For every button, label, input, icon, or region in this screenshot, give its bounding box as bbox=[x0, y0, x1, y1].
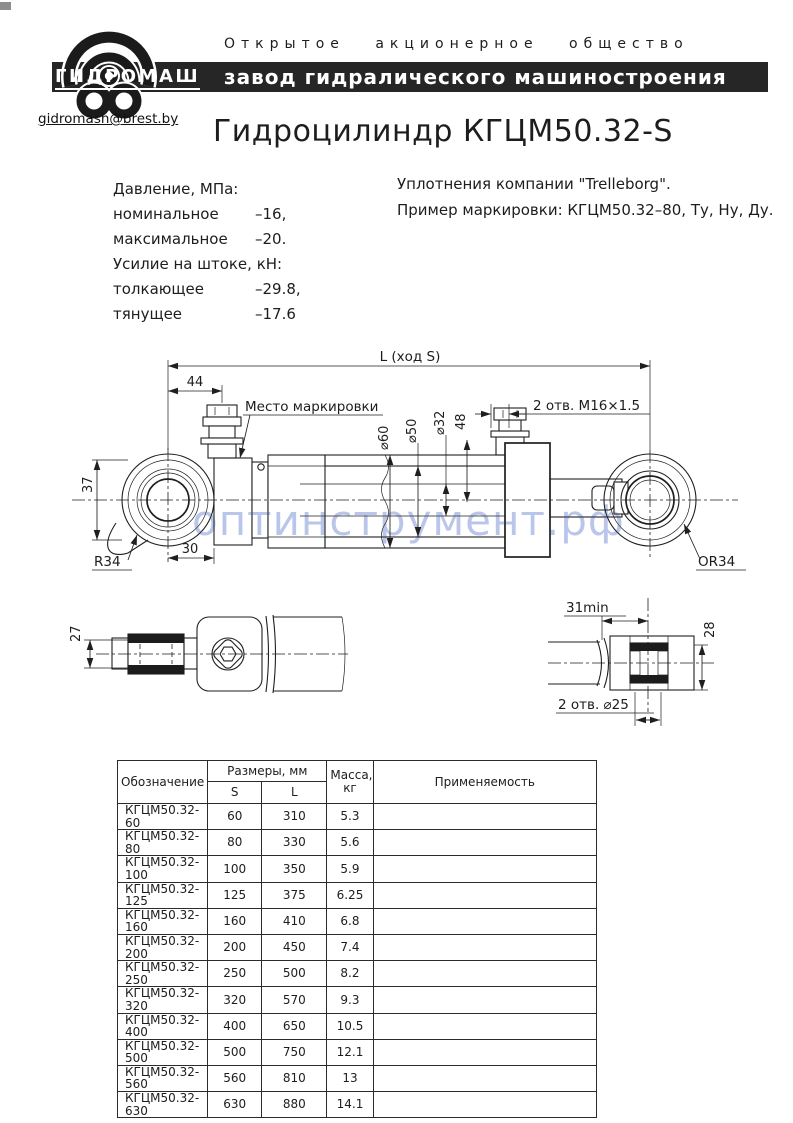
spec-row: максимальное –20. bbox=[113, 230, 287, 248]
dim-label-44: 44 bbox=[186, 375, 204, 390]
dim-label-30: 30 bbox=[181, 542, 199, 557]
marking-note: Пример маркировки: КГЦМ50.32–80, Ту, Ну, Ду. bbox=[397, 200, 774, 219]
size-table bbox=[117, 760, 597, 1118]
col-header-s: S bbox=[208, 782, 262, 804]
dim-label-28: 28 bbox=[703, 621, 718, 638]
spec-row: Давление, МПа: bbox=[113, 180, 239, 198]
table-row: КГЦМ50.32-160 160 410 6.8 bbox=[118, 908, 597, 934]
spec-row: толкающее –29.8, bbox=[113, 280, 301, 298]
spec-list-left bbox=[113, 177, 301, 327]
table-row: КГЦМ50.32-630 630 880 14.1 bbox=[118, 1092, 597, 1118]
table-row: КГЦМ50.32-60 60 310 5.3 bbox=[118, 804, 597, 830]
col-header-dimensions: Размеры, мм bbox=[208, 761, 327, 782]
dim-label-or34: OR34 bbox=[698, 554, 736, 570]
spec-row: тянущее –17.6 bbox=[113, 305, 296, 323]
dim-label-31min: 31min bbox=[566, 600, 609, 616]
seals-note: Уплотнения компании "Trelleborg". bbox=[397, 175, 671, 193]
dim-label-27: 27 bbox=[69, 625, 84, 642]
col-header-designation: Обозначение bbox=[118, 761, 208, 804]
col-header-application: Применяемость bbox=[373, 761, 596, 804]
scan-artifact bbox=[0, 2, 11, 10]
col-header-mass: Масса, кг bbox=[327, 761, 373, 804]
dim-label-d60: ⌀60 bbox=[377, 425, 392, 450]
email-link[interactable]: gidromash@brest.by bbox=[38, 111, 179, 127]
dim-label-d50: ⌀50 bbox=[405, 418, 420, 443]
table-row: КГЦМ50.32-80 80 330 5.6 bbox=[118, 830, 597, 856]
label-ports: 2 отв. М16×1.5 bbox=[533, 398, 641, 414]
table-row: КГЦМ50.32-320 320 570 9.3 bbox=[118, 987, 597, 1013]
logo-text: ГИДРОМАШ bbox=[55, 66, 200, 90]
watermark: оптинструмент.рф bbox=[192, 496, 625, 545]
dim-label-r34: R34 bbox=[94, 554, 121, 570]
table-row: КГЦМ50.32-400 400 650 10.5 bbox=[118, 1013, 597, 1039]
dim-label-37: 37 bbox=[81, 476, 96, 493]
table-row: КГЦМ50.32-200 200 450 7.4 bbox=[118, 934, 597, 960]
col-header-l: L bbox=[262, 782, 327, 804]
label-holes-25: 2 отв. ⌀25 bbox=[558, 697, 629, 713]
spec-row: номинальное –16, bbox=[113, 205, 287, 223]
label-marking-place: Место маркировки bbox=[245, 399, 379, 415]
dim-label-d32: ⌀32 bbox=[433, 410, 448, 435]
dim-label-overall-length: L (ход S) bbox=[379, 349, 441, 365]
page-title: Гидроцилиндр КГЦМ50.32-S bbox=[213, 114, 673, 149]
company-type-line: Открытое акционерное общество bbox=[224, 36, 689, 52]
table-row: КГЦМ50.32-560 560 810 13 bbox=[118, 1065, 597, 1091]
company-name-line: завод гидралического машиностроения bbox=[224, 65, 727, 89]
spec-list-right bbox=[397, 172, 773, 223]
dim-label-48: 48 bbox=[454, 413, 469, 430]
table-row: КГЦМ50.32-125 125 375 6.25 bbox=[118, 882, 597, 908]
table-row: КГЦМ50.32-250 250 500 8.2 bbox=[118, 961, 597, 987]
table-row: КГЦМ50.32-100 100 350 5.9 bbox=[118, 856, 597, 882]
spec-row: Усилие на штоке, кН: bbox=[113, 255, 283, 273]
table-row: КГЦМ50.32-500 500 750 12.1 bbox=[118, 1039, 597, 1065]
